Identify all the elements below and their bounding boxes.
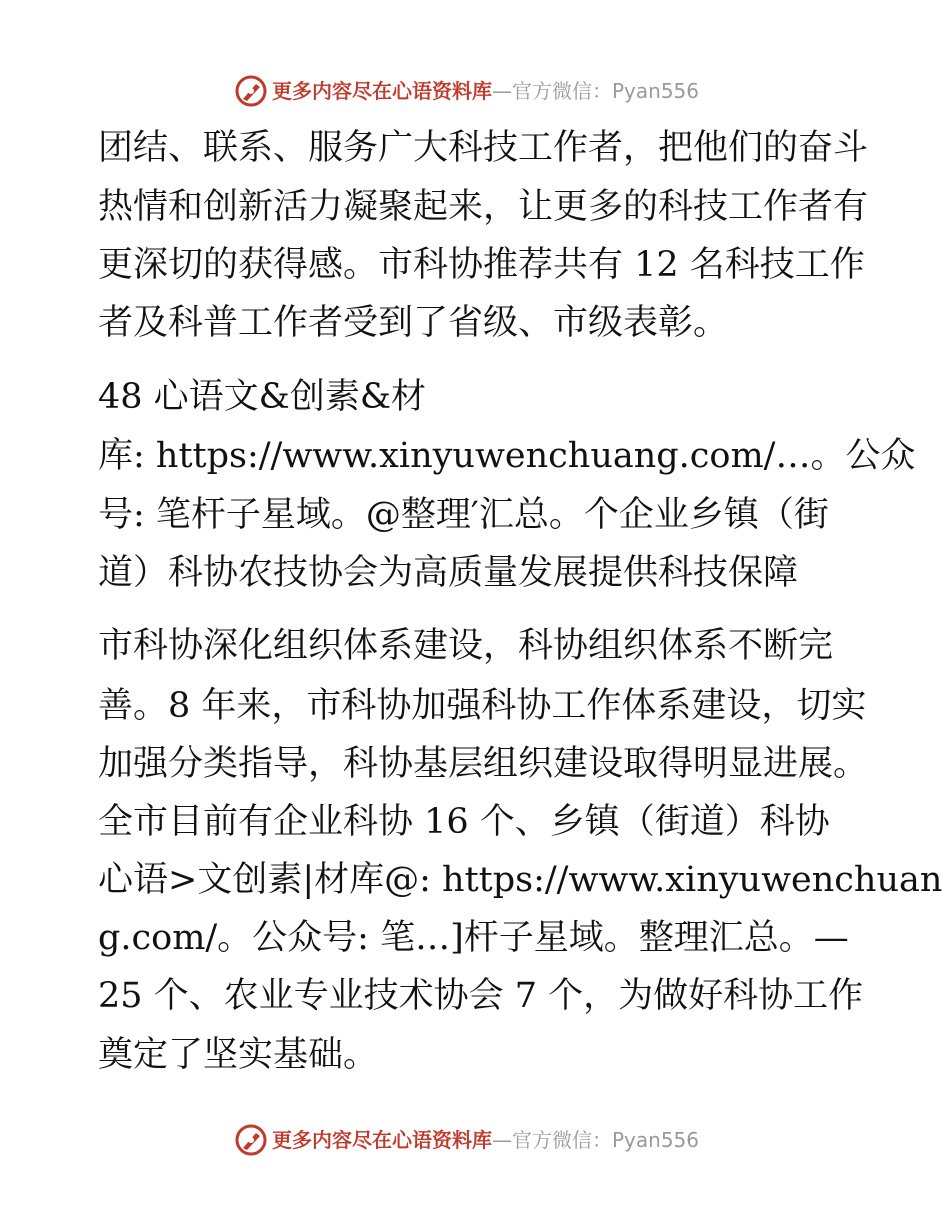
text-line: 团结、联系、服务广大科技工作者，把他们的奋斗 <box>98 128 869 168</box>
pen-logo-icon <box>234 74 268 108</box>
text-line: 市科协深化组织体系建设，科协组织体系不断完 <box>98 626 834 666</box>
banner-wechat: —官方微信：Pyan556 <box>492 79 700 103</box>
text-line: 48 心语文&创素&材 <box>98 377 426 417</box>
text-line: 号: 笔杆子星域。@整理′汇总。个企业乡镇（街 <box>98 495 829 535</box>
text-line: 道）科协农技协会为高质量发展提供科技保障 <box>98 553 799 593</box>
banner-title: 更多内容尽在心语资料库 <box>272 79 492 103</box>
text-line: 热情和创新活力凝聚起来，让更多的科技工作者有 <box>98 187 869 227</box>
text-line: 全市目前有企业科协 16 个、乡镇（街道）科协 <box>98 802 830 842</box>
text-line: 者及科普工作者受到了省级、市级表彰。 <box>98 303 729 343</box>
footer-watermark-banner <box>0 1121 950 1161</box>
pen-logo-icon <box>234 1123 268 1157</box>
text-line: g.com/。公众号: 笔…]杆子星域。整理汇总。— <box>98 918 849 958</box>
text-line: 更深切的获得感。市科协推荐共有 12 名科技工作 <box>98 245 865 285</box>
text-line: 善。8 年来，市科协加强科协工作体系建设，切实 <box>98 686 867 726</box>
banner-title: 更多内容尽在心语资料库 <box>272 1128 492 1152</box>
text-line: 库: https://www.xinyuwenchuang.com/…。公众 <box>98 436 916 476</box>
text-line: 奠定了坚实基础。 <box>98 1035 379 1075</box>
text-line: 25 个、农业专业技术协会 7 个，为做好科协工作 <box>98 976 864 1016</box>
text-line: 加强分类指导，科协基层组织建设取得明显进展。 <box>98 744 869 784</box>
banner-wechat: —官方微信：Pyan556 <box>492 1128 700 1152</box>
header-watermark-banner <box>0 72 950 112</box>
text-line: 心语>文创素|材库@: https://www.xinyuwenchuan <box>98 860 943 900</box>
